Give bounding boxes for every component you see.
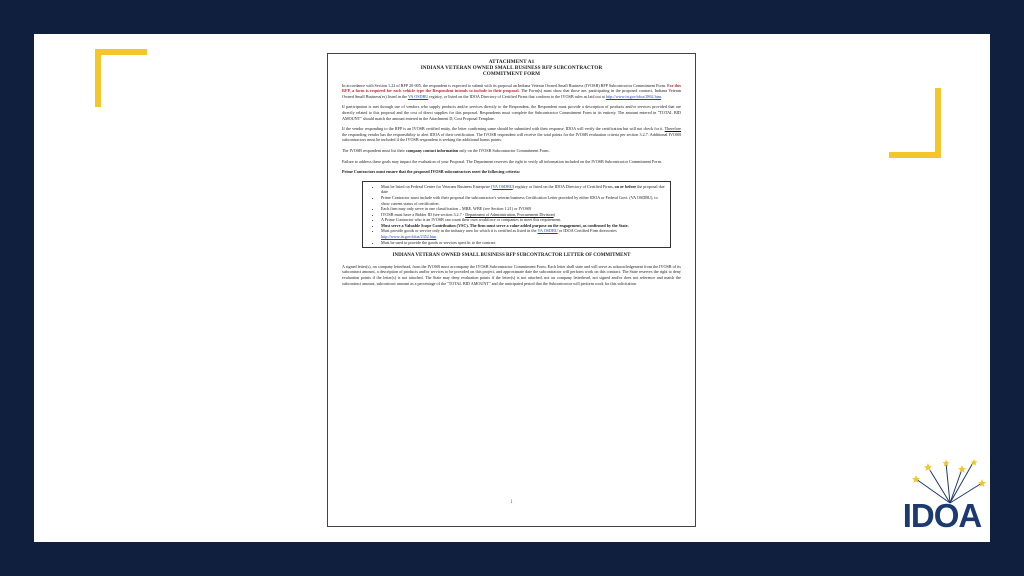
title-line-2: INDIANA VETERAN OWNED SMALL BUSINESS RFP SUBCONTRACTOR <box>420 65 603 72</box>
page-number: 1 <box>510 500 513 506</box>
paragraph-certification: If the vendor responding to the RFP is an IVOSB certified entity, the letter confirming same should be submitted with their response. IDOA will verify the certification but will not check for it. Therefore the responding vendor has the responsibility to alert IDOA of their certification. The IVOSB respondent will receive the total points for the IVOSB evaluation criteria per section 3.2.7. Additional IVOSB subcontractors must be included if the IVOSB respondent is seeking the additional bonus points. <box>342 126 681 143</box>
highlighted-requirement: For this RFP, a form is required for each vehicle type the Respondent intends to include in their proposal. <box>342 82 682 94</box>
paragraph-intro: In accordance with Section 1.22 of RFP 20-005, the respondent is expected to submit with its proposal an Indiana Veteran Owned Small Business (IVOSB) RFP Subcontractor Commitment Form. For this RFP, a form is required for each vehicle type the Respondent intends to include in their proposal. The Form(s) must show that those are, participating in the proposed contract, Indiana Veteran Owned Small Business(es) listed in the VA OSDBU registry, or listed on the IDOA Directory of Certified Firms that conform to the IVOSB rules as laid out at http://www.in.gov/idoa/2862.htm. <box>342 82 682 99</box>
paragraph-participation: If participation is met through use of vendors who supply products and/or services directly to the Respondent, the Respondent must provide a description of products and/or services provided that are directly related to this proposal and the cost of direct supplies for this proposal. Respondents must complete the Subcontractor Commitment Form in its entirety. The amount entered in "TOTAL BID AMOUNT" should match the amount entered in the Attachment D, Cost Proposal Template. <box>342 104 681 121</box>
document-page <box>327 53 696 527</box>
criteria-item: • IVOSB must have a Bidder ID (see section 3.2.7 - Department of Administration, Procurement Division) <box>381 212 665 218</box>
corner-bracket-top-left <box>95 49 147 107</box>
title-line-1: ATTACHMENT A1 <box>488 59 535 65</box>
criteria-item: • Each firm may only serve in one classification – MBE, WBE (see Section 1.21) or IVOSB <box>381 206 665 212</box>
criteria-item: • Must provide goods or service only in the industry area for which it is certified as listed in the VA OSDBU or IDOA Certified Firm directories http://www.in.gov/idoa/2352.htm <box>381 228 665 239</box>
logo-text: IDOA <box>902 497 982 534</box>
paragraph-contact-info: The IVOSB respondent must list their company contact information only on the IVOSB Subcontractor Commitment Form. <box>342 147 550 153</box>
slide-canvas <box>34 34 990 542</box>
ivosb-rules-link[interactable]: http://www.in.gov/idoa/2862.htm <box>605 93 662 99</box>
va-osdbu-link[interactable]: VA OSDBU <box>407 93 429 99</box>
criteria-item: • Must be listed on Federal Center for Veterans Business Enterprise (VA OSDBU) registry or listed on the IDOA Directory of Certified Firms, on or before the proposal due date <box>381 184 665 195</box>
document-title <box>342 59 681 78</box>
va-osdbu-link[interactable]: VA OSDBU <box>537 228 558 234</box>
paragraph-failure-notice: Failure to address these goals may impact the evaluation of your Proposal. The Department reserves the right to verify all information included on the IVOSB Subcontractor Commitment Form. <box>342 158 662 164</box>
criteria-heading: Prime Contractors must ensure that the proposed IVOSB subcontractors meet the following criteria: <box>342 169 521 175</box>
criteria-item: • A Prime Contractor who is an IVOSB can count their own workforce or companies to meet this requirement. <box>381 217 665 223</box>
certified-firm-link[interactable]: http://www.in.gov/idoa/2352.htm <box>381 234 437 240</box>
title-line-3: COMMITMENT FORM <box>482 71 541 78</box>
letter-of-commitment-heading: INDIANA VETERAN OWNED SMALL BUSINESS RFP SUBCONTRACTOR LETTER OF COMMITMENT <box>392 253 631 259</box>
criteria-box <box>362 181 671 249</box>
criteria-item: • Must be used to provide the goods or services specific to the contract <box>381 240 665 246</box>
paragraph-letter-requirements: A signed letter(s), on company letterhead, from the IVOSB must accompany the IVOSB Subcontractor Commitment Form. Each letter shall state and will serve as acknowledgement from the IVOSB of its subcontract amount, a description of products and/or services to be provided on this project, and approximate date the subcontractor will perform work on this contract. The State reserves the right to deny evaluation points if the letter(s) is not attached. The State may deny evaluation points if the letter(s) is not attached, not on company letterhead, not signed and/or does not reference and match the subcontract amount, subcontract amount as a percentage of the "TOTAL BID AMOUNT" and the anticipated period that the Subcontractor will perform work for this solicitation. <box>342 263 681 286</box>
criteria-item: • Prime Contractor must include with their proposal the subcontractor's veteran business Certification Letter provided by either IDOA or Federal Govt. (VA OSDBU), to show current status of certification. <box>381 195 665 206</box>
criteria-list <box>369 184 665 246</box>
idoa-logo <box>894 459 990 542</box>
va-osdbu-link[interactable]: VA OSDBU <box>492 183 513 189</box>
corner-bracket-bottom-right <box>889 88 941 158</box>
criteria-item: • Must serve a Valuable Scope Contribution (VSC). The firm must serve a value-added purpose on the engagement, as confirmed by the State. <box>381 223 665 229</box>
